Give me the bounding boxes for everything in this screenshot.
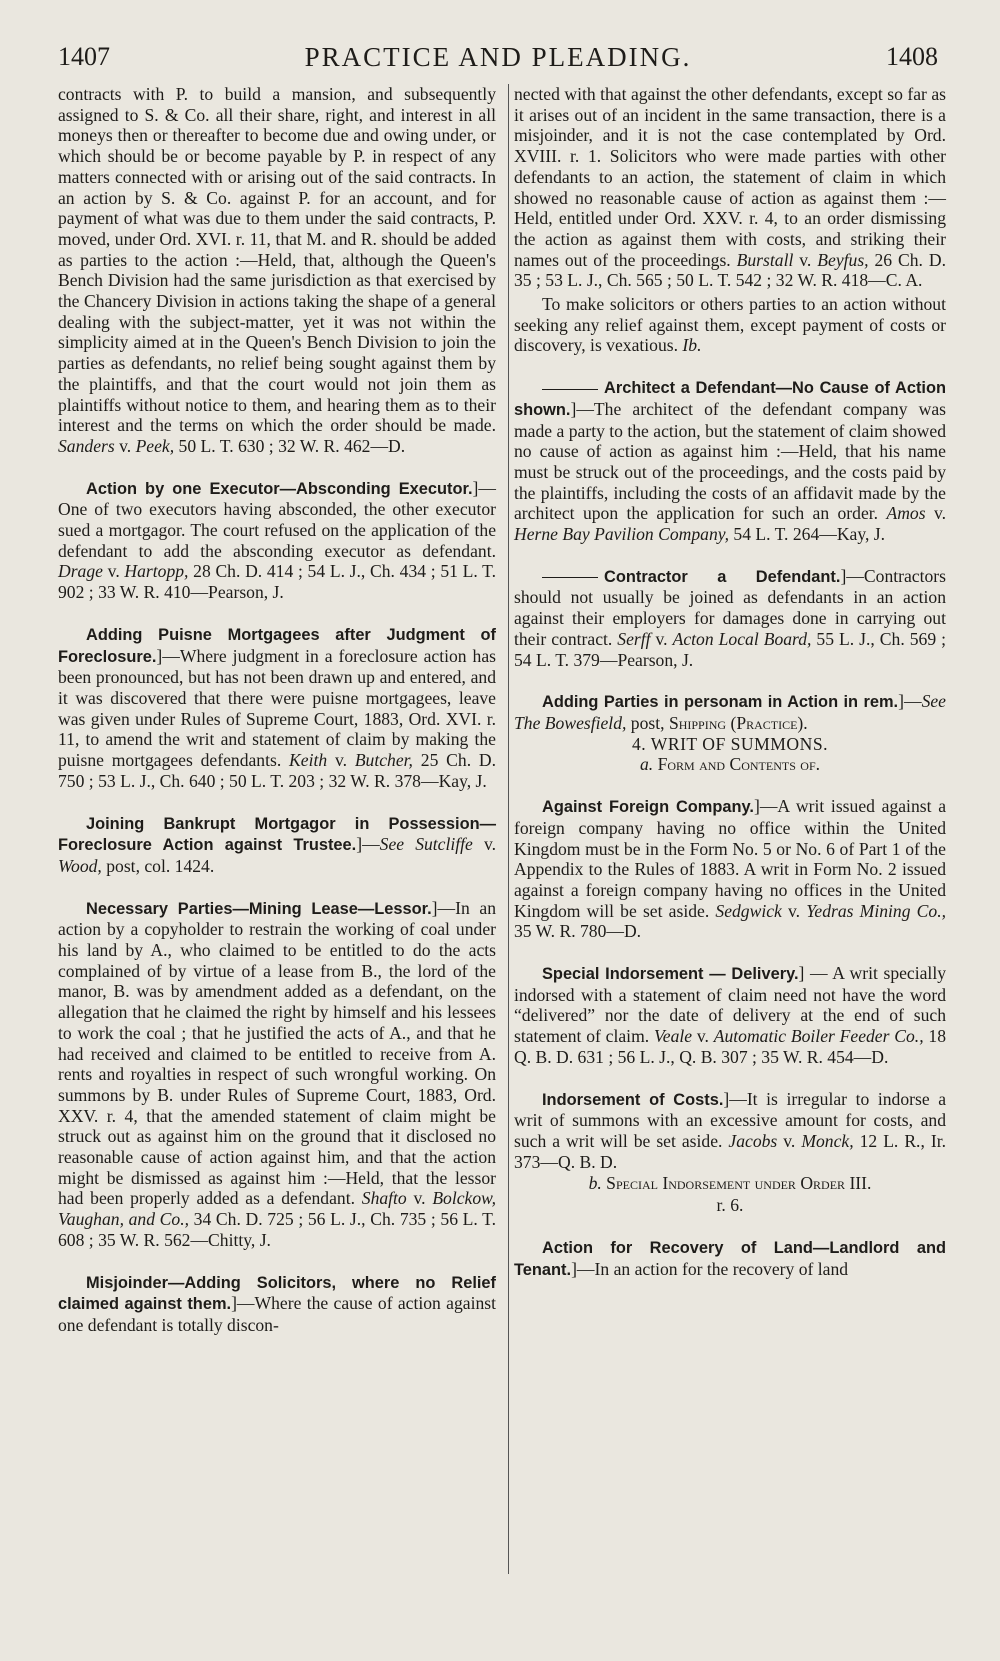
entry-architect: Architect a Defendant—No Cause of Action shown.]—The architect of the defendant company was made a party to the action, but the statement of claim showed no cause of action as against him :—Held, that his name must be struck out of the proceedings, and the costs paid by the plaintiffs, including the costs of an affidavit made by the architect upon the application for such an order. Amos v. Herne Bay Pavilion Company, 54 L. T. 264—Kay, J. xyxy=(514,379,947,545)
subsection-b-title: b. Special Indorsement under Order III. r. 6. xyxy=(588,1173,872,1216)
running-title: PRACTICE AND PLEADING. xyxy=(304,42,692,72)
entry-heading: Special Indorsement — Delivery. xyxy=(542,965,799,984)
entry-heading: Action by one Executor—Absconding Executor. xyxy=(86,479,473,498)
entry-contractor: Contractor a Defendant.]—Contractors should not usually be joined as defendants in an action against their employers for damages done in carrying out their contract. Serff v. Acton Local Board, 55 L. J., Ch. 569 ; 54 L. T. 379—Pearson, J. xyxy=(514,565,947,670)
entry-bankrupt-mortgagor: Joining Bankrupt Mortgagor in Possession—Foreclosure Action against Trustee.]—See Sutcliffe v. Wood, post, col. 1424. xyxy=(58,814,496,876)
left-page-number: 1407 xyxy=(58,42,110,71)
entry-misjoinder: Misjoinder—Adding Solicitors, where no Relief claimed against them.]—Where the cause of action against one defendant is totally discon- xyxy=(58,1273,496,1335)
entry-heading: Misjoinder—Adding Solicitors, where no Relief claimed against them. xyxy=(58,1273,496,1314)
entry-heading: Adding Puisne Mortgagees after Judgment of Foreclosure. xyxy=(58,625,496,666)
entry-necessary-parties: Necessary Parties—Mining Lease—Lessor.]—In an action by a copyholder to restrain the working of coal under his land by A., who claimed to be entitled to do the acts complained of by virtue of a lease from B., the lord of the manor, B. was by amendment added as a defendant, on the allegation that he claimed the right by himself and his lessees to work the coal ; that he justified the acts of A., and that he had received and claimed to be entitled to receive from A. rents and royalties in respect of such wrongful working. On summons by B. under Rules of Supreme Court, 1883, Ord. XXV. r. 4, that the amended statement of claim might be struck out as against him on the ground that it disclosed no reasonable cause of action against him, and that the action might be dismissed as against him :—Held, that the lessor had been properly added as a defendant. Shafto v. Bolckow, Vaughan, and Co., 34 Ch. D. 725 ; 56 L. J., Ch. 735 ; 56 L. T. 608 ; 35 W. R. 562—Chitty, J. xyxy=(58,897,496,1250)
entry-heading: Necessary Parties—Mining Lease—Lessor. xyxy=(86,899,432,918)
continued-paragraph: nected with that against the other defendants, except so far as it arises out of an incident in the same transaction, there is a misjoinder, and it is not the case contemplated by Ord. XVIII. r. 1. Solicitors who were made parties with other defendants to an action, the statement of claim in which showed no reasonable cause of action as against them :—Held, entitled under Ord. XXV. r. 4, to an order dismissing the action as against them with costs, and striking their names out of the proceedings. Burstall v. Beyfus, 26 Ch. D. 35 ; 53 L. J., Ch. 565 ; 50 L. T. 542 ; 32 W. R. 418—C. A. xyxy=(514,84,946,291)
right-page-number: 1408 xyxy=(886,42,938,71)
subsection-a-title: a. Form and Contents of. xyxy=(639,754,821,775)
right-column xyxy=(514,84,946,1281)
entry-indorsement-costs: Indorsement of Costs.]—It is irregular to indorse a writ of summons with an excessive amount for costs, and such a writ will be set aside. Jacobs v. Monck, 12 L. R., Ir. 373—Q. B. D. xyxy=(514,1088,947,1172)
page-header xyxy=(58,40,938,80)
ditto-dash xyxy=(542,389,598,390)
entry-recovery-of-land: Action for Recovery of Land—Landlord and Tenant.]—In an action for the recovery of land xyxy=(514,1239,946,1280)
vexatious-paragraph: To make solicitors or others parties to an action without seeking any relief against them, except payment of costs or discovery, is vexatious. Ib. xyxy=(514,294,946,356)
entry-heading: Architect a Defendant—No Cause of Action shown. xyxy=(514,379,946,419)
left-column xyxy=(58,84,496,1336)
entry-heading: Adding Parties in personam in Action in rem. xyxy=(542,693,899,712)
entry-heading: Indorsement of Costs. xyxy=(542,1090,724,1109)
entry-personam-in-rem: Adding Parties in personam in Action in rem.]—See The Bowesfield, post, Shipping (Practice). xyxy=(514,691,946,733)
section-title: 4. WRIT OF SUMMONS. xyxy=(631,733,829,754)
entry-heading: Joining Bankrupt Mortgagor in Possession—Foreclosure Action against Trustee. xyxy=(58,814,496,855)
ditto-dash xyxy=(542,577,598,578)
entry-special-indorsement: Special Indorsement — Delivery.] — A writ specially indorsed with a statement of claim need not have the word “delivered” nor the date of delivery at the end of such statement of claim. Veale v. Automatic Boiler Feeder Co., 18 Q. B. D. 631 ; 56 L. J., Q. B. 307 ; 35 W. R. 454—D. xyxy=(514,963,947,1067)
entry-heading: Contractor a Defendant. xyxy=(604,567,841,586)
entry-puisne-mortgagees: Adding Puisne Mortgagees after Judgment of Foreclosure.]—Where judgment in a foreclosure action has been pronounced, but has not been drawn up and entered, and it was discovered that there were puisne mortgagees, leave was given under Rules of Supreme Court, 1883, Ord. XVI. r. 11, to amend the writ and statement of claim by making the puisne mortgagees defendants. Keith v. Butcher, 25 Ch. D. 750 ; 53 L. J., Ch. 640 ; 50 L. T. 203 ; 32 W. R. 378—Kay, J. xyxy=(58,625,496,791)
entry-executor: Action by one Executor—Absconding Executor.]—One of two executors having absconded, the other executor sued a mortgagor. The court refused on the application of the defendant to add the absconding executor as defendant. Drage v. Hartopp, 28 Ch. D. 414 ; 54 L. J., Ch. 434 ; 51 L. T. 902 ; 33 W. R. 410—Pearson, J. xyxy=(58,477,496,603)
entry-foreign-company: Against Foreign Company.]—A writ issued against a foreign company having no office within the United Kingdom must be in the Form No. 5 or No. 6 of Part 1 of the Appendix to the Rules of 1883. A writ in Form No. 2 issued against a foreign company having no offices in the United Kingdom will be set aside. Sedgwick v. Yedras Mining Co., 35 W. R. 780—D. xyxy=(514,796,947,942)
entry-heading: Against Foreign Company. xyxy=(542,798,754,817)
continued-paragraph: contracts with P. to build a mansion, and subsequently assigned to S. & Co. all their share, right, and interest in all moneys then or thereafter to become due and owing under, or which should be or become payable by P. in respect of any matters connected with or arising out of the said contracts. In an action by S. & Co. against P. for an account, and for payment of what was due to them under the said contracts, P. moved, under Ord. XVI. r. 11, that M. and R. should be added as parties to the action :—Held, that, although the Queen's Bench Division had the same jurisdiction as that exercised by the Chancery Division in actions taking the shape of a general dealing with the subject-matter, yet it was not within the simplicity aimed at in the Queen's Bench Division to join the parties as defendants, no relief being sought against them by the plaintiffs, and that the court would not join them as plaintiffs without notice to them, and hearing them as to their interest and the terms on which the order should be made. Sanders v. Peek, 50 L. T. 630 ; 32 W. R. 462—D. xyxy=(58,84,496,456)
entry-heading: Action for Recovery of Land—Landlord and Tenant. xyxy=(514,1239,946,1280)
column-divider xyxy=(508,84,509,1574)
